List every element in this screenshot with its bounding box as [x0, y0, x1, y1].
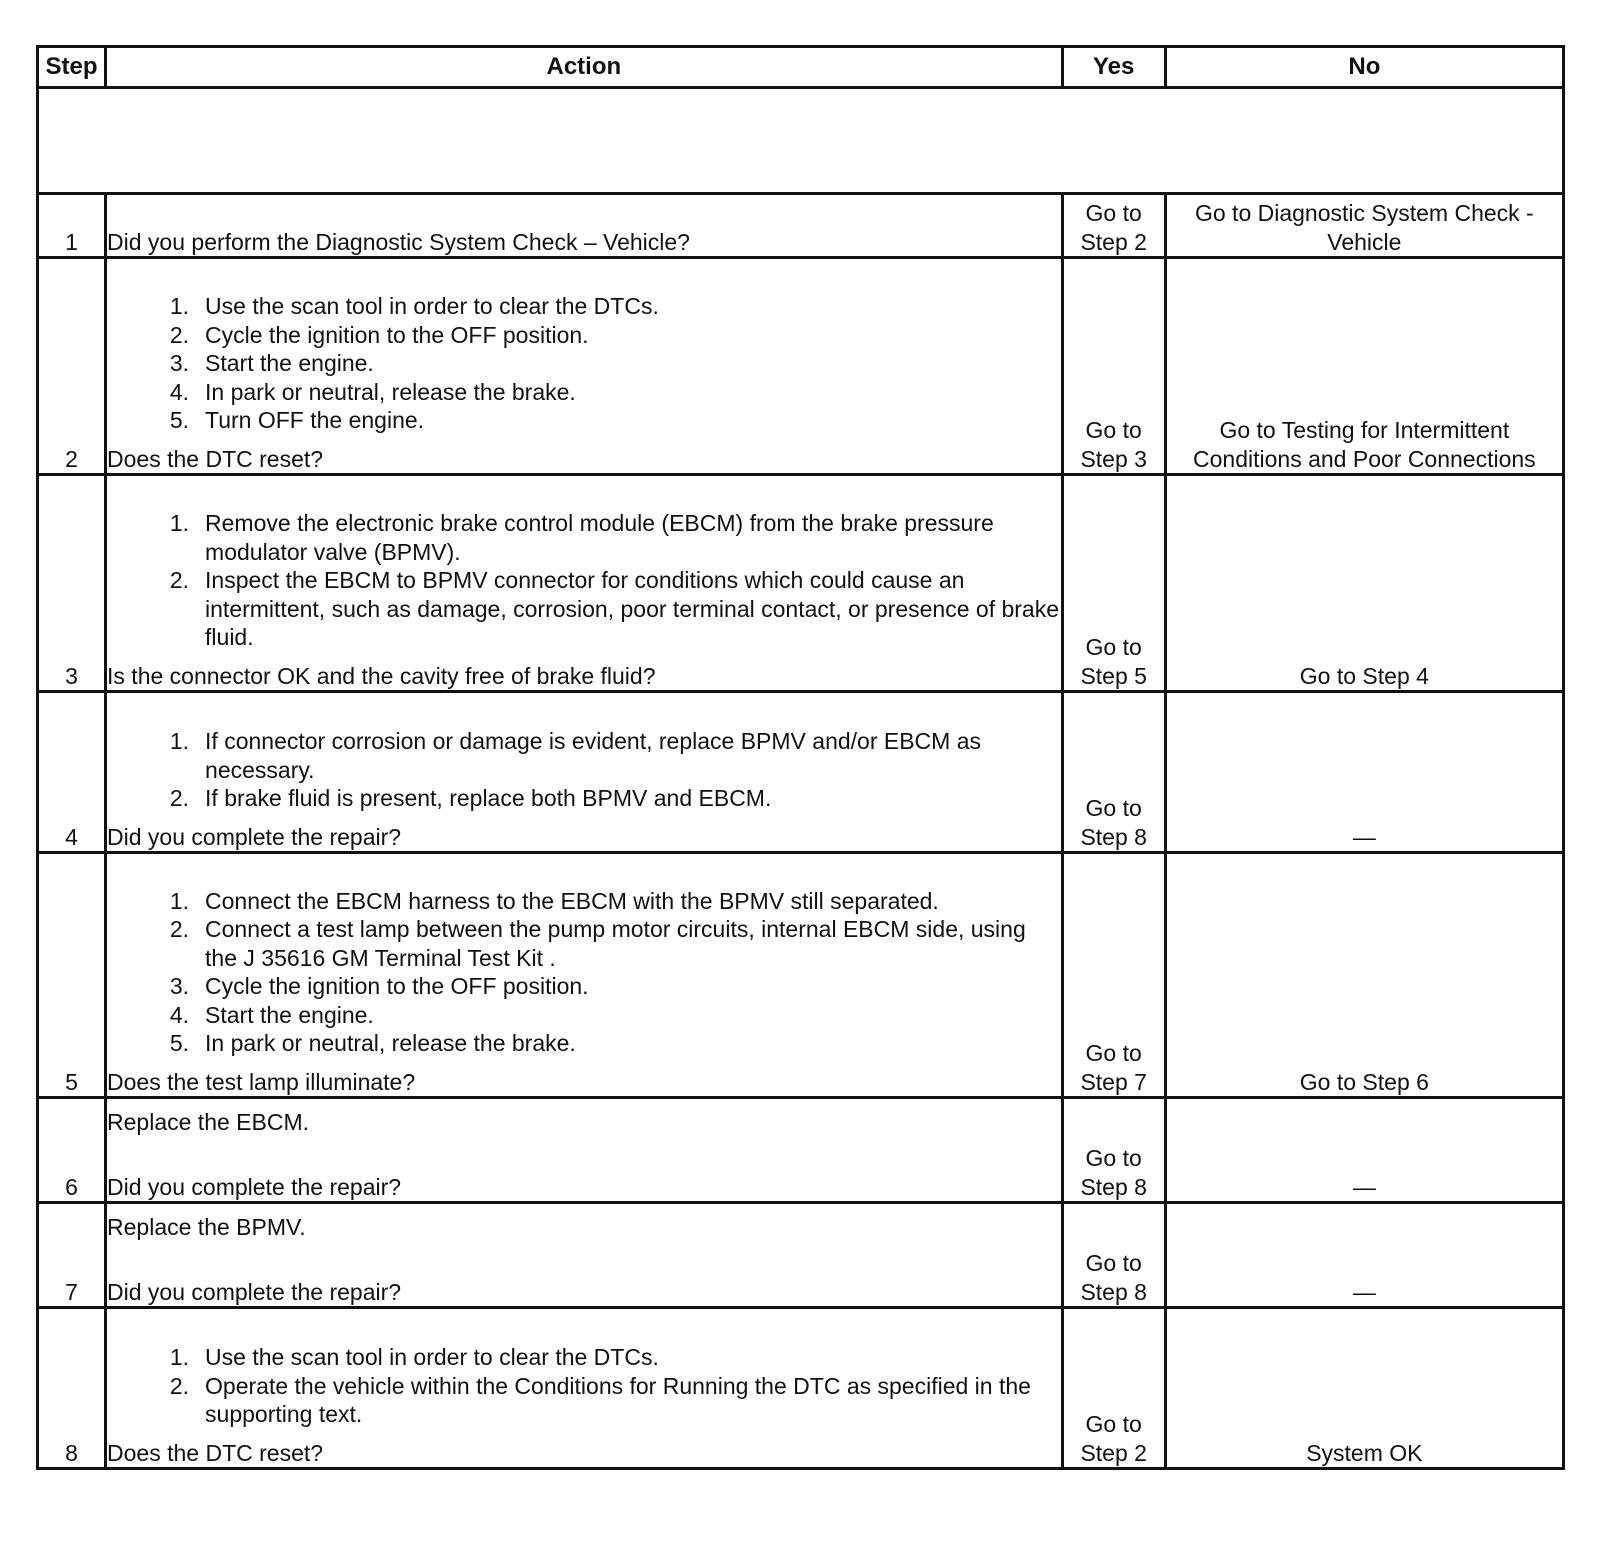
- action-cell: [106, 1098, 1063, 1203]
- procedure-number: 2.: [169, 321, 190, 348]
- procedure-number: 2.: [169, 1372, 190, 1399]
- table-row: [38, 692, 1564, 853]
- action-question: Did you complete the repair?: [107, 823, 402, 850]
- procedure-number: 1.: [169, 887, 190, 914]
- procedure-number: 3.: [169, 973, 190, 999]
- yes-result: Go to Step 2: [1062, 1308, 1165, 1469]
- procedure-item: [107, 915, 1061, 972]
- procedure-number: 1.: [169, 293, 190, 319]
- action-question: Is the connector OK and the cavity free of brake fluid?: [107, 662, 656, 689]
- procedure-text: If brake fluid is present, replace both BPMV and EBCM.: [205, 785, 772, 811]
- action-text: Replace the BPMV.: [107, 1214, 306, 1240]
- procedure-text: Turn OFF the engine.: [205, 407, 425, 433]
- table-row: [38, 1308, 1564, 1469]
- procedure-item: [107, 727, 1061, 784]
- table-row: [38, 258, 1564, 475]
- procedure-text: Inspect the EBCM to BPMV connector for conditions which could cause an intermittent, such as damage, corrosion, poor terminal contact, or presence of brake fluid.: [205, 567, 1060, 650]
- procedure-text: Connect a test lamp between the pump motor circuits, internal EBCM side, using the J 35616 GM Terminal Test Kit .: [205, 916, 1026, 971]
- no-result: —: [1165, 1203, 1563, 1308]
- procedure-number: 1.: [169, 510, 190, 536]
- procedure-number: 2.: [169, 916, 190, 942]
- action-question: Does the DTC reset?: [107, 1439, 324, 1466]
- procedure-list: [107, 727, 1061, 813]
- no-result: —: [1165, 1098, 1563, 1203]
- table-body: [38, 88, 1564, 1469]
- action-question: Does the DTC reset?: [107, 445, 324, 472]
- procedure-item: [107, 509, 1061, 566]
- procedure-list: [107, 1343, 1061, 1429]
- action-cell: [106, 692, 1063, 853]
- step-number: 2: [38, 258, 106, 475]
- action-question: Did you complete the repair?: [107, 1173, 402, 1200]
- table-row: [38, 194, 1564, 258]
- procedure-number: 2.: [169, 785, 190, 811]
- yes-result: Go to Step 8: [1062, 1203, 1165, 1308]
- no-result: —: [1165, 692, 1563, 853]
- step-number: 4: [38, 692, 106, 853]
- procedure-item: [107, 1001, 1061, 1030]
- yes-result: Go to Step 8: [1062, 692, 1165, 853]
- procedure-text: Start the engine.: [205, 350, 374, 376]
- action-text: Replace the EBCM.: [107, 1109, 310, 1135]
- procedure-number: 3.: [169, 350, 190, 376]
- header-no: No: [1165, 47, 1563, 88]
- action-cell: [106, 1308, 1063, 1469]
- no-result: Go to Diagnostic System Check - Vehicle: [1165, 194, 1563, 258]
- yes-result: Go to Step 3: [1062, 258, 1165, 475]
- procedure-text: Operate the vehicle within the Conditions for Running the DTC as specified in the supporting text.: [205, 1372, 1031, 1427]
- action-cell: [106, 853, 1063, 1098]
- yes-result: Go to Step 5: [1062, 475, 1165, 692]
- step-number: 6: [38, 1098, 106, 1203]
- procedure-item: [107, 566, 1061, 652]
- procedure-item: [107, 1343, 1061, 1372]
- step-number: 7: [38, 1203, 106, 1308]
- no-result: Go to Step 4: [1165, 475, 1563, 692]
- procedure-text: Cycle the ignition to the OFF position.: [205, 973, 589, 999]
- procedure-text: In park or neutral, release the brake.: [205, 378, 576, 405]
- header-step: Step: [38, 47, 106, 88]
- action-cell: [106, 1203, 1063, 1308]
- procedure-number: 1.: [169, 1344, 190, 1370]
- procedure-number: 2.: [169, 567, 190, 593]
- procedure-list: [107, 887, 1061, 1058]
- yes-result: Go to Step 8: [1062, 1098, 1165, 1203]
- no-result: Go to Step 6: [1165, 853, 1563, 1098]
- procedure-text: Connect the EBCM harness to the EBCM with the BPMV still separated.: [205, 887, 939, 914]
- procedure-text: Cycle the ignition to the OFF position.: [205, 321, 589, 348]
- blank-intro-cell: [38, 88, 1564, 194]
- step-number: 5: [38, 853, 106, 1098]
- procedure-list: [107, 509, 1061, 652]
- header-action: Action: [106, 47, 1063, 88]
- action-cell: [106, 258, 1063, 475]
- procedure-list: [107, 292, 1061, 435]
- step-number: 8: [38, 1308, 106, 1469]
- action-question: Did you complete the repair?: [107, 1278, 402, 1305]
- action-question: Does the test lamp illuminate?: [107, 1068, 416, 1095]
- procedure-item: [107, 321, 1061, 350]
- table-row: [38, 475, 1564, 692]
- procedure-number: 4.: [169, 1001, 190, 1028]
- action-cell: [106, 475, 1063, 692]
- procedure-text: Use the scan tool in order to clear the DTCs.: [205, 1344, 659, 1370]
- procedure-number: 1.: [169, 728, 190, 754]
- header-row: [38, 47, 1564, 88]
- action-cell: [106, 194, 1063, 258]
- procedure-text: Remove the electronic brake control module (EBCM) from the brake pressure modulator valve (BPMV).: [205, 510, 994, 565]
- procedure-number: 4.: [169, 378, 190, 405]
- procedure-item: [107, 1372, 1061, 1429]
- procedure-text: In park or neutral, release the brake.: [205, 1030, 576, 1056]
- diagnostic-table: [36, 45, 1565, 1470]
- procedure-text: If connector corrosion or damage is evident, replace BPMV and/or EBCM as necessary.: [205, 728, 982, 783]
- procedure-number: 5.: [169, 1030, 190, 1056]
- step-number: 1: [38, 194, 106, 258]
- procedure-item: [107, 292, 1061, 321]
- table-row: [38, 853, 1564, 1098]
- header-yes: Yes: [1062, 47, 1165, 88]
- procedure-item: [107, 406, 1061, 435]
- table-row: [38, 1098, 1564, 1203]
- procedure-item: [107, 1029, 1061, 1058]
- procedure-item: [107, 972, 1061, 1001]
- yes-result: Go to Step 2: [1062, 194, 1165, 258]
- procedure-item: [107, 887, 1061, 916]
- action-text: Did you perform the Diagnostic System Check – Vehicle?: [107, 228, 690, 255]
- procedure-text: Use the scan tool in order to clear the DTCs.: [205, 293, 659, 319]
- step-number: 3: [38, 475, 106, 692]
- procedure-item: [107, 378, 1061, 407]
- procedure-item: [107, 349, 1061, 378]
- table-row: [38, 1203, 1564, 1308]
- no-result: System OK: [1165, 1308, 1563, 1469]
- procedure-text: Start the engine.: [205, 1001, 374, 1028]
- procedure-item: [107, 784, 1061, 813]
- no-result: Go to Testing for Intermittent Conditions and Poor Connections: [1165, 258, 1563, 475]
- yes-result: Go to Step 7: [1062, 853, 1165, 1098]
- blank-intro-row: [38, 88, 1564, 194]
- procedure-number: 5.: [169, 407, 190, 433]
